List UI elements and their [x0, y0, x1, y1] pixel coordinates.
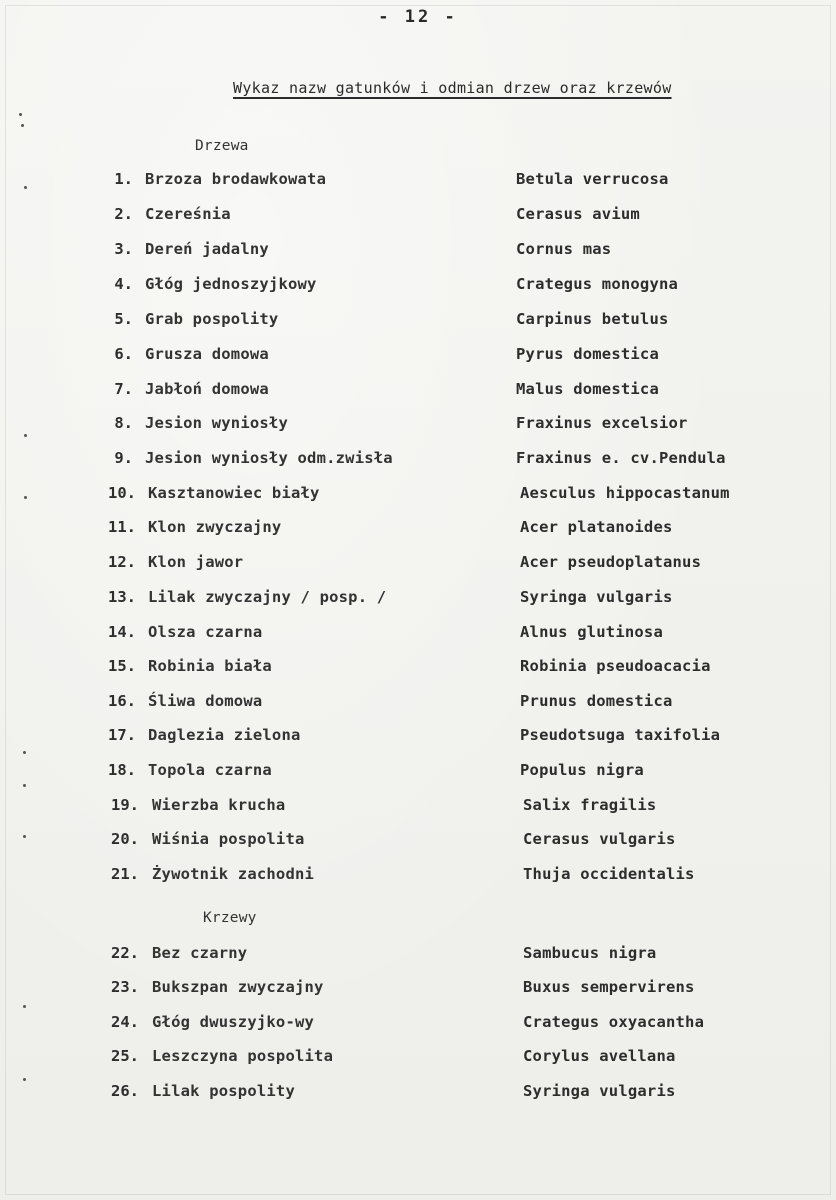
latin-name: Alnus glutinosa [520, 623, 663, 641]
page-number: - 12 - [378, 7, 458, 27]
polish-name: Kasztanowiec biały [148, 484, 320, 502]
polish-name: Wierzba krucha [152, 796, 286, 814]
scan-speck [19, 113, 22, 116]
polish-name: Głóg dwuszyjko-wy [152, 1013, 315, 1031]
list-item [0, 1082, 836, 1106]
list-item [0, 588, 836, 612]
latin-name: Syringa vulgaris [520, 588, 673, 606]
list-item [0, 1013, 836, 1037]
item-number: 9. [114, 449, 133, 467]
item-number: 6. [114, 345, 133, 363]
polish-name: Klon jawor [148, 553, 244, 571]
latin-name: Malus domestica [516, 380, 659, 398]
latin-name: Acer platanoides [520, 518, 673, 536]
latin-name: Pseudotsuga taxifolia [520, 726, 721, 744]
item-number: 20. [111, 830, 139, 848]
item-number: 22. [111, 944, 139, 962]
scan-speck [23, 835, 26, 838]
latin-name: Fraxinus excelsior [516, 414, 688, 432]
item-number: 24. [111, 1013, 139, 1031]
list-title: Wykaz nazw gatunków i odmian drzew oraz krzewów [233, 79, 672, 97]
polish-name: Robinia biała [148, 657, 272, 675]
polish-name: Lilak zwyczajny / posp. / [148, 588, 387, 606]
latin-name: Cerasus avium [516, 205, 640, 223]
item-number: 10. [108, 484, 136, 502]
item-number: 3. [114, 240, 133, 258]
polish-name: Klon zwyczajny [148, 518, 282, 536]
list-item [0, 796, 836, 820]
list-item [0, 449, 836, 473]
scan-speck [21, 124, 24, 127]
list-item [0, 484, 836, 508]
list-item [0, 205, 836, 229]
polish-name: Brzoza brodawkowata [145, 170, 327, 188]
list-item [0, 275, 836, 299]
polish-name: Wiśnia pospolita [152, 830, 305, 848]
polish-name: Olsza czarna [148, 623, 263, 641]
latin-name: Cornus mas [516, 240, 612, 258]
list-item [0, 170, 836, 194]
scan-speck [23, 1078, 26, 1081]
item-number: 13. [108, 588, 136, 606]
list-item [0, 865, 836, 889]
scan-speck [23, 784, 26, 787]
latin-name: Robinia pseudoacacia [520, 657, 711, 675]
list-item [0, 623, 836, 647]
polish-name: Lilak pospolity [152, 1082, 295, 1100]
scan-speck [24, 186, 27, 189]
latin-name: Carpinus betulus [516, 310, 669, 328]
list-item [0, 553, 836, 577]
latin-name: Salix fragilis [523, 796, 657, 814]
list-item [0, 240, 836, 264]
latin-name: Crategus oxyacantha [523, 1013, 705, 1031]
list-item [0, 978, 836, 1002]
item-number: 5. [114, 310, 133, 328]
latin-name: Populus nigra [520, 761, 644, 779]
polish-name: Leszczyna pospolita [152, 1047, 334, 1065]
list-item [0, 518, 836, 542]
polish-name: Jesion wyniosły odm.zwisła [145, 449, 393, 467]
list-item [0, 345, 836, 369]
scan-speck [23, 751, 26, 754]
polish-name: Grusza domowa [145, 345, 269, 363]
polish-name: Bez czarny [152, 944, 248, 962]
scan-speck [24, 434, 27, 437]
polish-name: Topola czarna [148, 761, 272, 779]
polish-name: Żywotnik zachodni [152, 865, 315, 883]
latin-name: Acer pseudoplatanus [520, 553, 702, 571]
list-item [0, 414, 836, 438]
item-number: 18. [108, 761, 136, 779]
polish-name: Głóg jednoszyjkowy [145, 275, 317, 293]
polish-name: Czereśnia [145, 205, 231, 223]
item-number: 1. [114, 170, 133, 188]
polish-name: Jesion wyniosły [145, 414, 288, 432]
latin-name: Fraxinus e. cv.Pendula [516, 449, 726, 467]
list-item [0, 310, 836, 334]
item-number: 15. [108, 657, 136, 675]
list-item [0, 1047, 836, 1071]
list-item [0, 692, 836, 716]
latin-name: Sambucus nigra [523, 944, 657, 962]
item-number: 23. [111, 978, 139, 996]
section-heading-shrubs: Krzewy [203, 910, 257, 926]
item-number: 4. [114, 275, 133, 293]
list-item [0, 380, 836, 404]
polish-name: Daglezia zielona [148, 726, 301, 744]
latin-name: Syringa vulgaris [523, 1082, 676, 1100]
polish-name: Grab pospolity [145, 310, 279, 328]
latin-name: Aesculus hippocastanum [520, 484, 730, 502]
item-number: 14. [108, 623, 136, 641]
latin-name: Betula verrucosa [516, 170, 669, 188]
scan-speck [23, 1005, 26, 1008]
item-number: 12. [108, 553, 136, 571]
polish-name: Śliwa domowa [148, 692, 263, 710]
latin-name: Cerasus vulgaris [523, 830, 676, 848]
item-number: 11. [108, 518, 136, 536]
list-item [0, 726, 836, 750]
item-number: 16. [108, 692, 136, 710]
item-number: 8. [114, 414, 133, 432]
list-item [0, 761, 836, 785]
latin-name: Crategus monogyna [516, 275, 679, 293]
latin-name: Pyrus domestica [516, 345, 659, 363]
list-item [0, 830, 836, 854]
item-number: 26. [111, 1082, 139, 1100]
item-number: 21. [111, 865, 139, 883]
latin-name: Thuja occidentalis [523, 865, 695, 883]
polish-name: Bukszpan zwyczajny [152, 978, 324, 996]
item-number: 19. [111, 796, 139, 814]
item-number: 25. [111, 1047, 139, 1065]
item-number: 7. [114, 380, 133, 398]
section-heading-trees: Drzewa [195, 138, 249, 154]
scan-speck [24, 496, 27, 499]
polish-name: Dereń jadalny [145, 240, 269, 258]
list-item [0, 944, 836, 968]
latin-name: Prunus domestica [520, 692, 673, 710]
polish-name: Jabłoń domowa [145, 380, 269, 398]
list-item [0, 657, 836, 681]
item-number: 17. [108, 726, 136, 744]
item-number: 2. [114, 205, 133, 223]
latin-name: Buxus sempervirens [523, 978, 695, 996]
latin-name: Corylus avellana [523, 1047, 676, 1065]
